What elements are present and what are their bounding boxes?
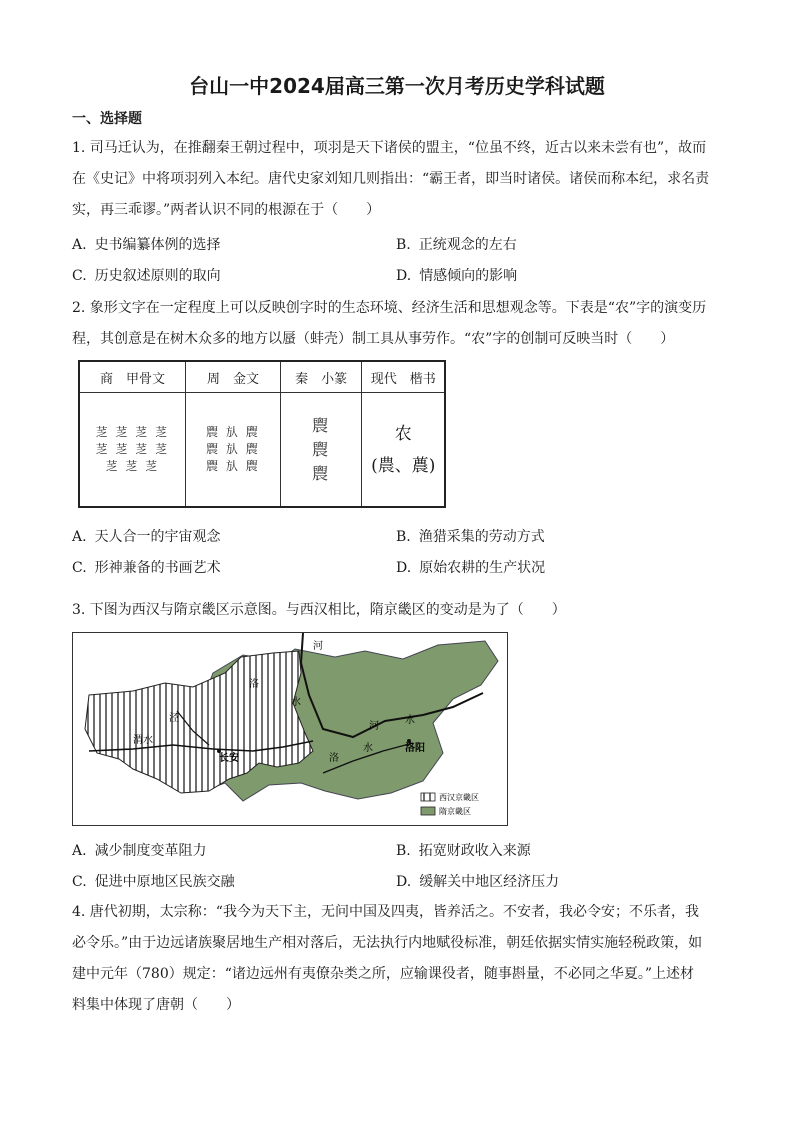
map-label: 洛 [329, 753, 339, 764]
option-letter: C. [72, 874, 87, 890]
option-text: 正统观念的左右 [418, 237, 517, 253]
q1-option-c[interactable] [72, 265, 221, 285]
option-text: 渔猎采集的劳动方式 [418, 529, 545, 545]
variant-chars: (農、蕽) [371, 455, 436, 476]
glyph-row: 䢉 㫃 䢉 [206, 459, 260, 473]
q2-line: 2. 象形文字在一定程度上可以反映创字时的生态环境、经济生活和思想观念等。下表是“农”字的演变历 [72, 300, 707, 316]
option-text: 减少制度变革阻力 [94, 843, 207, 859]
q1-option-d[interactable] [396, 265, 517, 285]
map-label: 河 [313, 641, 323, 652]
glyph-row: 䒦 䒦 䒦 [105, 459, 160, 473]
option-text: 历史叙述原则的取向 [94, 268, 221, 284]
q1-option-b[interactable] [396, 234, 517, 254]
q3-option-d[interactable] [396, 871, 559, 891]
legend-swatch-han [421, 793, 435, 801]
map-label: 水 [363, 743, 373, 754]
question-2-stem [72, 293, 724, 355]
q2-option-c[interactable] [72, 557, 221, 577]
section-heading: 一、选择题 [72, 111, 142, 127]
legend-label: 隋京畿区 [439, 807, 471, 816]
option-text: 原始农耕的生产状况 [419, 560, 546, 576]
q4-line: 建中元年（780）规定：“诸边远州有夷僚杂类之所，应输课役者，随事斟量，不必同之华夏。”上述材 [72, 966, 695, 982]
option-letter: D. [396, 560, 412, 576]
q1-line: 在《史记》中将项羽列入本纪。唐代史家刘知几则指出：“霸王者，即当时诸侯。诸侯而称本纪，求名责 [72, 171, 710, 187]
q4-line: 料集中体现了唐朝（ ） [72, 997, 240, 1013]
glyph-row: 䢉 [312, 439, 331, 459]
option-letter: B. [396, 237, 411, 253]
question-4-stem [72, 897, 724, 1021]
option-letter: B. [396, 529, 411, 545]
map-label: 水 [291, 697, 301, 708]
option-letter: C. [72, 268, 87, 284]
q2-option-a[interactable] [72, 526, 221, 546]
glyph-row: 䢉 [312, 415, 331, 435]
q2-option-d[interactable] [396, 557, 545, 577]
map-label: 洛 [249, 679, 259, 690]
q4-line: 必令乐。”由于边远诸族聚居地生产相对落后，无法执行内地赋役标准，朝廷依据实情实施轻税政策，如 [72, 935, 703, 951]
legend-label: 西汉京畿区 [439, 793, 479, 802]
exam-title: 台山一中2024届高三第一次月考历史学科试题 [189, 74, 605, 98]
option-letter: D. [396, 874, 412, 890]
table-header-shang: 商 甲骨文 [79, 361, 186, 393]
q3-option-a[interactable] [72, 840, 207, 860]
capital-region-map [72, 632, 508, 826]
seal-glyphs [280, 393, 362, 508]
question-3-stem: 3. 下图为西汉与隋京畿区示意图。与西汉相比，隋京畿区的变动是为了（ ） [72, 602, 566, 618]
question-1-stem [72, 133, 724, 226]
map-label: 渭水 [133, 735, 153, 746]
map-label: 水 [405, 715, 415, 726]
option-text: 天人合一的宇宙观念 [94, 529, 221, 545]
q3-option-c[interactable] [72, 871, 235, 891]
option-letter: A. [72, 529, 87, 545]
q1-option-a[interactable] [72, 234, 221, 254]
glyph-row: 䢉 [312, 463, 331, 483]
q2-line: 程，其创意是在树木众多的地方以蜃（蚌壳）制工具从事劳作。“农”字的创制可反映当时（ ） [72, 331, 675, 347]
option-text: 形神兼备的书画艺术 [94, 560, 221, 576]
oracle-bone-glyphs [79, 393, 186, 508]
option-text: 促进中原地区民族交融 [94, 874, 235, 890]
q1-line: 1. 司马迁认为，在推翻秦王朝过程中，项羽是天下诸侯的盟主，“位虽不终，近古以来未尝有也”，故而 [72, 140, 707, 156]
glyph-row: 䒦 䒦 䒦 䒦 [95, 425, 170, 439]
option-letter: A. [72, 843, 87, 859]
city-marker [217, 749, 221, 753]
table-header-kai: 现代 楷书 [362, 361, 445, 393]
option-letter: A. [72, 237, 87, 253]
q4-line: 4. 唐代初期，太宗称：“我今为天下主，无问中国及四夷，皆养活之。不安者，我必令安；不乐者，我 [72, 904, 699, 920]
map-label: 河 [369, 721, 379, 732]
table-header-zhou: 周 金文 [186, 361, 281, 393]
option-text: 史书编纂体例的选择 [94, 237, 221, 253]
bronze-glyphs [186, 393, 281, 508]
option-text: 情感倾向的影响 [419, 268, 518, 284]
glyph-row: 䒦 䒦 䒦 䒦 [95, 442, 170, 456]
glyph-row: 䢉 㫃 䢉 [206, 425, 260, 439]
option-text: 缓解关中地区经济压力 [419, 874, 560, 890]
map-label-city: 长安 [219, 753, 239, 764]
q2-option-b[interactable] [396, 526, 545, 546]
table-header-qin: 秦 小篆 [280, 361, 362, 393]
option-text: 拓宽财政收入来源 [418, 843, 531, 859]
legend-swatch-sui [421, 807, 435, 815]
option-letter: D. [396, 268, 412, 284]
option-letter: B. [396, 843, 411, 859]
character-evolution-table [78, 360, 446, 508]
map-label-city: 洛阳 [405, 743, 425, 754]
option-letter: C. [72, 560, 87, 576]
q1-line: 实，再三乖谬。”两者认识不同的根源在于（ ） [72, 202, 381, 218]
regular-char: 农 [394, 423, 412, 444]
glyph-row: 䢉 㫃 䢉 [206, 442, 260, 456]
regular-script-cell [362, 393, 445, 508]
city-marker [407, 739, 411, 743]
q3-option-b[interactable] [396, 840, 531, 860]
map-label: 泾 [169, 713, 179, 724]
